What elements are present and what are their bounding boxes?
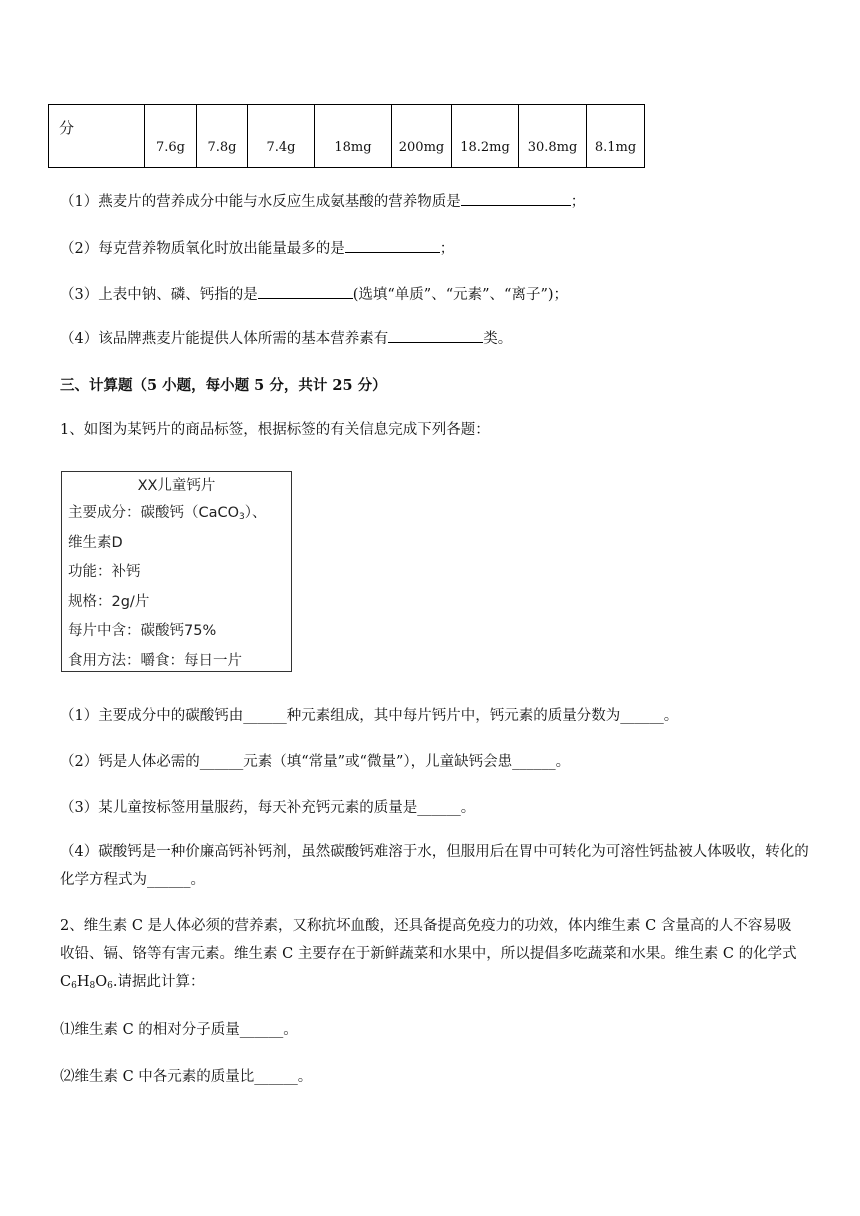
question-oats-1	[60, 191, 585, 212]
label-row-function: 功能：补钙	[68, 564, 141, 580]
label-row-vitamin: 维生素D	[68, 534, 123, 551]
cell-value: 7.4g	[266, 140, 296, 155]
cell-value: 18.2mg	[460, 140, 510, 155]
table-cell	[248, 105, 315, 168]
formula-element: H	[76, 974, 90, 990]
table-cell	[452, 105, 519, 168]
problem-text: .请据此计算：	[112, 974, 205, 990]
table-cell	[145, 105, 197, 168]
table-cell	[519, 105, 587, 168]
cell-value: 7.6g	[156, 140, 185, 155]
label-row-usage: 食用方法：嚼食：每日一片	[68, 652, 242, 669]
formula-subscript: 6	[107, 981, 113, 991]
table-row	[49, 105, 645, 168]
label-text: ）、	[244, 505, 267, 521]
cell-value: 200mg	[398, 140, 445, 155]
cell-value: 30.8mg	[527, 140, 578, 155]
question-text: （2）每克营养物质氧化时放出能量最多的是	[60, 241, 345, 257]
problem-1-intro: 1、如图为某钙片的商品标签，根据标签的有关信息完成下列各题：	[60, 422, 490, 438]
problem-1-question-3: （3）某儿童按标签用量服药，每天补充钙元素的质量是______。	[60, 800, 476, 816]
question-text: ；	[570, 194, 586, 210]
cell-value: 7.8g	[207, 140, 237, 155]
answer-blank[interactable]	[258, 284, 353, 299]
answer-blank[interactable]	[345, 238, 440, 253]
question-text: (选填“单质”、“元素”、“离子”)；	[352, 287, 569, 303]
question-text: 类。	[483, 331, 513, 347]
cell-value: 8.1mg	[594, 140, 637, 155]
question-text: ；	[439, 241, 455, 257]
label-text: 主要成分：碳酸钙（CaCO	[68, 505, 240, 521]
calcium-tablet-label	[61, 471, 292, 672]
label-row-content: 每片中含：碳酸钙75%	[68, 623, 217, 639]
question-text: （3）上表中钠、磷、钙指的是	[60, 287, 258, 303]
nutrition-table	[48, 104, 645, 168]
section-heading: 三、计算题（5 小题，每小题 5 分，共计 25 分）	[60, 377, 387, 394]
label-row-spec: 规格：2g/片	[68, 593, 150, 610]
problem-2-question-1: ⑴维生素 C 的相对分子质量______。	[60, 1022, 298, 1038]
table-cell	[49, 105, 145, 168]
problem-1-question-1: （1）主要成分中的碳酸钙由______种元素组成，其中每片钙片中，钙元素的质量分数为______。	[60, 708, 679, 724]
table-cell	[392, 105, 452, 168]
cell-value: 18mg	[334, 140, 372, 155]
question-oats-2	[60, 238, 454, 259]
question-oats-3	[60, 284, 568, 305]
formula-subscript: 8	[89, 981, 96, 991]
label-row-ingredients	[62, 499, 291, 529]
table-cell	[197, 105, 248, 168]
label-subscript: 3	[239, 512, 245, 522]
question-text: （4）该品牌燕麦片能提供人体所需的基本营养素有	[60, 331, 389, 347]
table-cell	[587, 105, 645, 168]
question-text: （1）燕麦片的营养成分中能与水反应生成氨基酸的营养物质是	[60, 194, 461, 210]
answer-blank[interactable]	[388, 328, 483, 343]
table-row-label: 分	[59, 119, 75, 137]
question-oats-4	[60, 328, 512, 349]
label-title: XX儿童钙片	[137, 478, 216, 494]
formula-subscript: 6	[71, 981, 77, 991]
problem-2-text	[60, 912, 805, 1000]
formula-element: O	[95, 974, 108, 990]
problem-1-question-2: （2）钙是人体必需的______元素（填“常量”或“微量”），儿童缺钙会患______。	[60, 754, 571, 770]
problem-1-question-4: （4）碳酸钙是一种价廉高钙补钙剂，虽然碳酸钙难溶于水，但服用后在胃中可转化为可溶性钙盐被人体吸收，转化的化学方程式为______。	[60, 844, 809, 888]
problem-text: 2、维生素 C 是人体必须的营养素，又称抗坏血酸，还具备提高免疫力的功效，体内维生素 C 含量高的人不容易吸收铅、镉、铬等有害元素。维生素 C 主要存在于新鲜蔬菜和水果中，所以提倡多吃蔬菜和水果。维生素 C 的化学式C	[60, 918, 797, 990]
problem-2-question-2: ⑵维生素 C 中各元素的质量比______。	[60, 1069, 313, 1085]
table-cell	[315, 105, 392, 168]
answer-blank[interactable]	[461, 191, 571, 206]
